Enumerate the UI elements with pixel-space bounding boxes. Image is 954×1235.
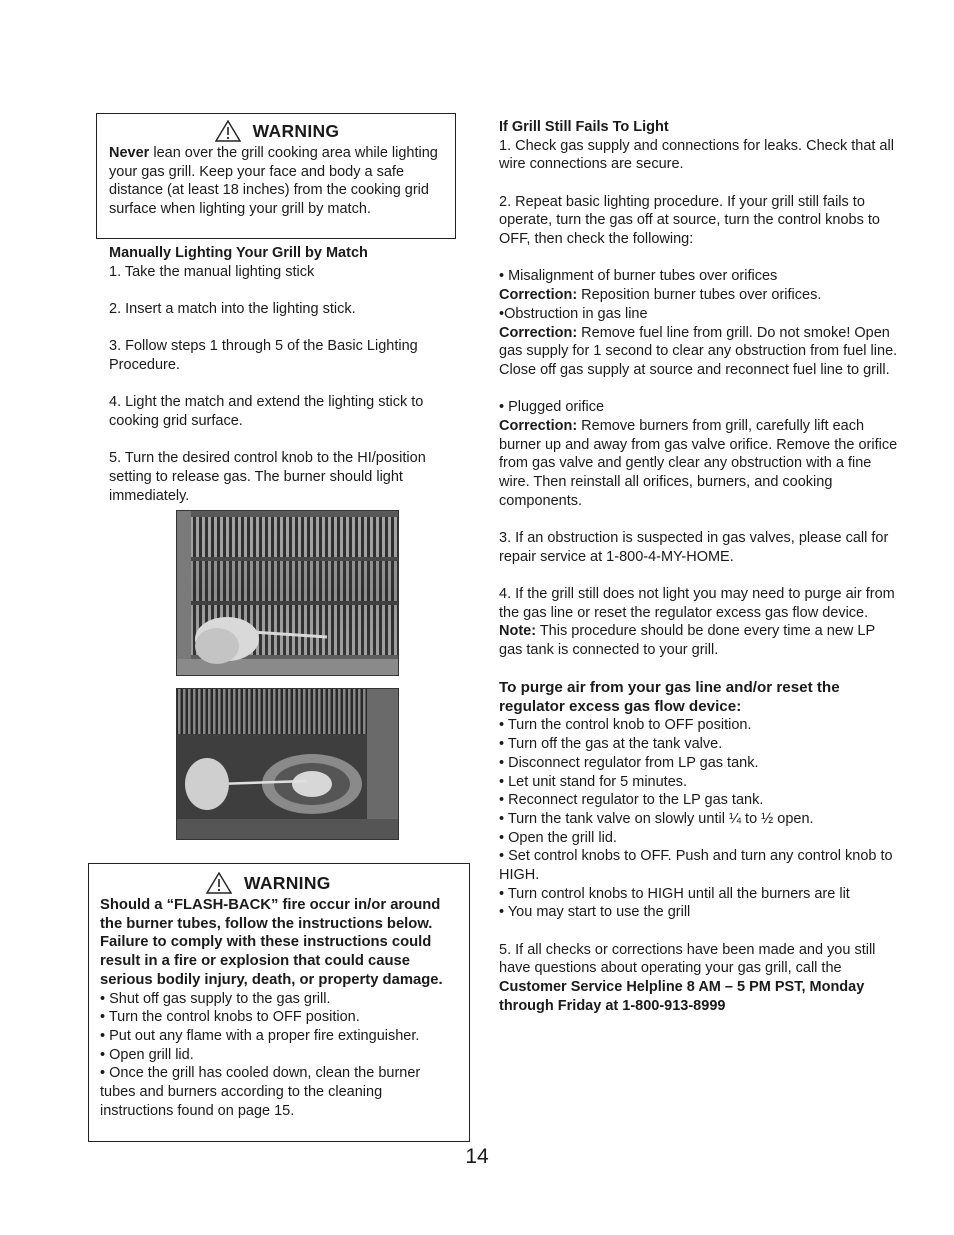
purge-item: • Turn off the gas at the tank valve. [499, 736, 723, 753]
manual-lighting-section [109, 244, 459, 505]
section-heading: Manually Lighting Your Grill by Match [109, 245, 368, 261]
warning-title: WARNING [100, 872, 459, 894]
flashback-item: • Put out any flame with a proper fire extinguisher. [100, 1027, 420, 1044]
flashback-item: • Shut off gas supply to the gas grill. [100, 990, 331, 1007]
purge-item: • Reconnect regulator to the LP gas tank. [499, 792, 764, 809]
purge-item: • Turn the tank valve on slowly until ¼ to ½ open. [499, 810, 814, 827]
section-heading: If Grill Still Fails To Light [499, 119, 669, 135]
grill-grates-photo [176, 510, 399, 676]
warning-triangle-icon [206, 872, 232, 894]
purge-item: • Turn control knobs to HIGH until all the burners are lit [499, 885, 850, 902]
check-step-3: 3. If an obstruction is suspected in gas valves, please call for repair service at 1-800-4-MY-HOME. [499, 530, 889, 565]
flashback-warning-text: Should a “FLASH-BACK” fire occur in/or around the burner tubes, follow the instructions below. Failure to comply with these instructions could result in a fire or explosion that could cause serious bodily injury, death, or property damage. [100, 897, 443, 988]
purge-item: • Open the grill lid. [499, 829, 617, 846]
flashback-item: • Once the grill has cooled down, clean the burner tubes and burners according to the cleaning instructions found on page 15. [100, 1065, 421, 1119]
issue-plugged-orifice: • Plugged orifice [499, 399, 605, 416]
step-1: 1. Take the manual lighting stick [109, 263, 315, 280]
correction-3: Correction: Remove burners from grill, carefully lift each burner up and away from gas valve orifice. Remove the orifice from gas valve and gently clear any obstruction with a fine wire. Then reinstall all orifices, burners, and cooking components. [499, 417, 898, 509]
issue-obstruction: •Obstruction in gas line [499, 305, 648, 322]
burner-lighting-photo [176, 688, 399, 840]
troubleshooting-section [499, 118, 899, 1016]
check-step-4: 4. If the grill still does not light you may need to purge air from the gas line or reset the regulator excess gas flow device. Note: This procedure should be done every time a new LP gas tank is connected to your grill. [499, 586, 895, 659]
issue-misalignment: • Misalignment of burner tubes over orifices [499, 268, 778, 285]
check-step-2: 2. Repeat basic lighting procedure. If your grill still fails to operate, turn the gas off at source, turn the control knobs to OFF, then check the following: [499, 193, 880, 248]
correction-2: Correction: Remove fuel line from grill. Do not smoke! Open gas supply for 1 second to clear any obstruction from fuel line. Close off gas supply at source and reconnect fuel line to grill. [499, 324, 898, 378]
step-5: 5. Turn the desired control knob to the HI/position setting to release gas. The burner should light immediately. [109, 450, 426, 504]
check-step-1: 1. Check gas supply and connections for leaks. Check that all wire connections are secure. [499, 137, 894, 173]
purge-item: • You may start to use the grill [499, 904, 691, 921]
warning-title: WARNING [109, 120, 445, 142]
warning-triangle-icon [215, 120, 241, 142]
step-4: 4. Light the match and extend the lighting stick to cooking grid surface. [109, 394, 424, 429]
warning-text: Never lean over the grill cooking area while lighting your gas grill. Keep your face and body a safe distance (at least 18 inches) from the cooking grid surface when lighting your grill by match. [109, 145, 438, 218]
warning-box-flashback [88, 863, 470, 1142]
check-step-5: 5. If all checks or corrections have been made and you still have questions about operating your gas grill, call the Customer Service Helpline 8 AM – 5 PM PST, Monday through Friday at 1-800-913-8999 [499, 941, 876, 1014]
step-3: 3. Follow steps 1 through 5 of the Basic Lighting Procedure. [109, 338, 418, 373]
purge-item: • Set control knobs to OFF. Push and turn any control knob to HIGH. [499, 848, 893, 884]
page-number: 14 [465, 1145, 489, 1168]
purge-item: • Let unit stand for 5 minutes. [499, 773, 688, 790]
step-2: 2. Insert a match into the lighting stick. [109, 301, 356, 317]
flashback-item: • Turn the control knobs to OFF position. [100, 1009, 360, 1026]
purge-heading: To purge air from your gas line and/or reset the regulator excess gas flow device: [499, 679, 840, 716]
purge-item: • Disconnect regulator from LP gas tank. [499, 754, 759, 771]
flashback-item: • Open grill lid. [100, 1046, 194, 1063]
correction-1: Correction: Reposition burner tubes over orifices. [499, 287, 822, 304]
warning-box-lean [96, 113, 456, 239]
purge-item: • Turn the control knob to OFF position. [499, 717, 752, 734]
